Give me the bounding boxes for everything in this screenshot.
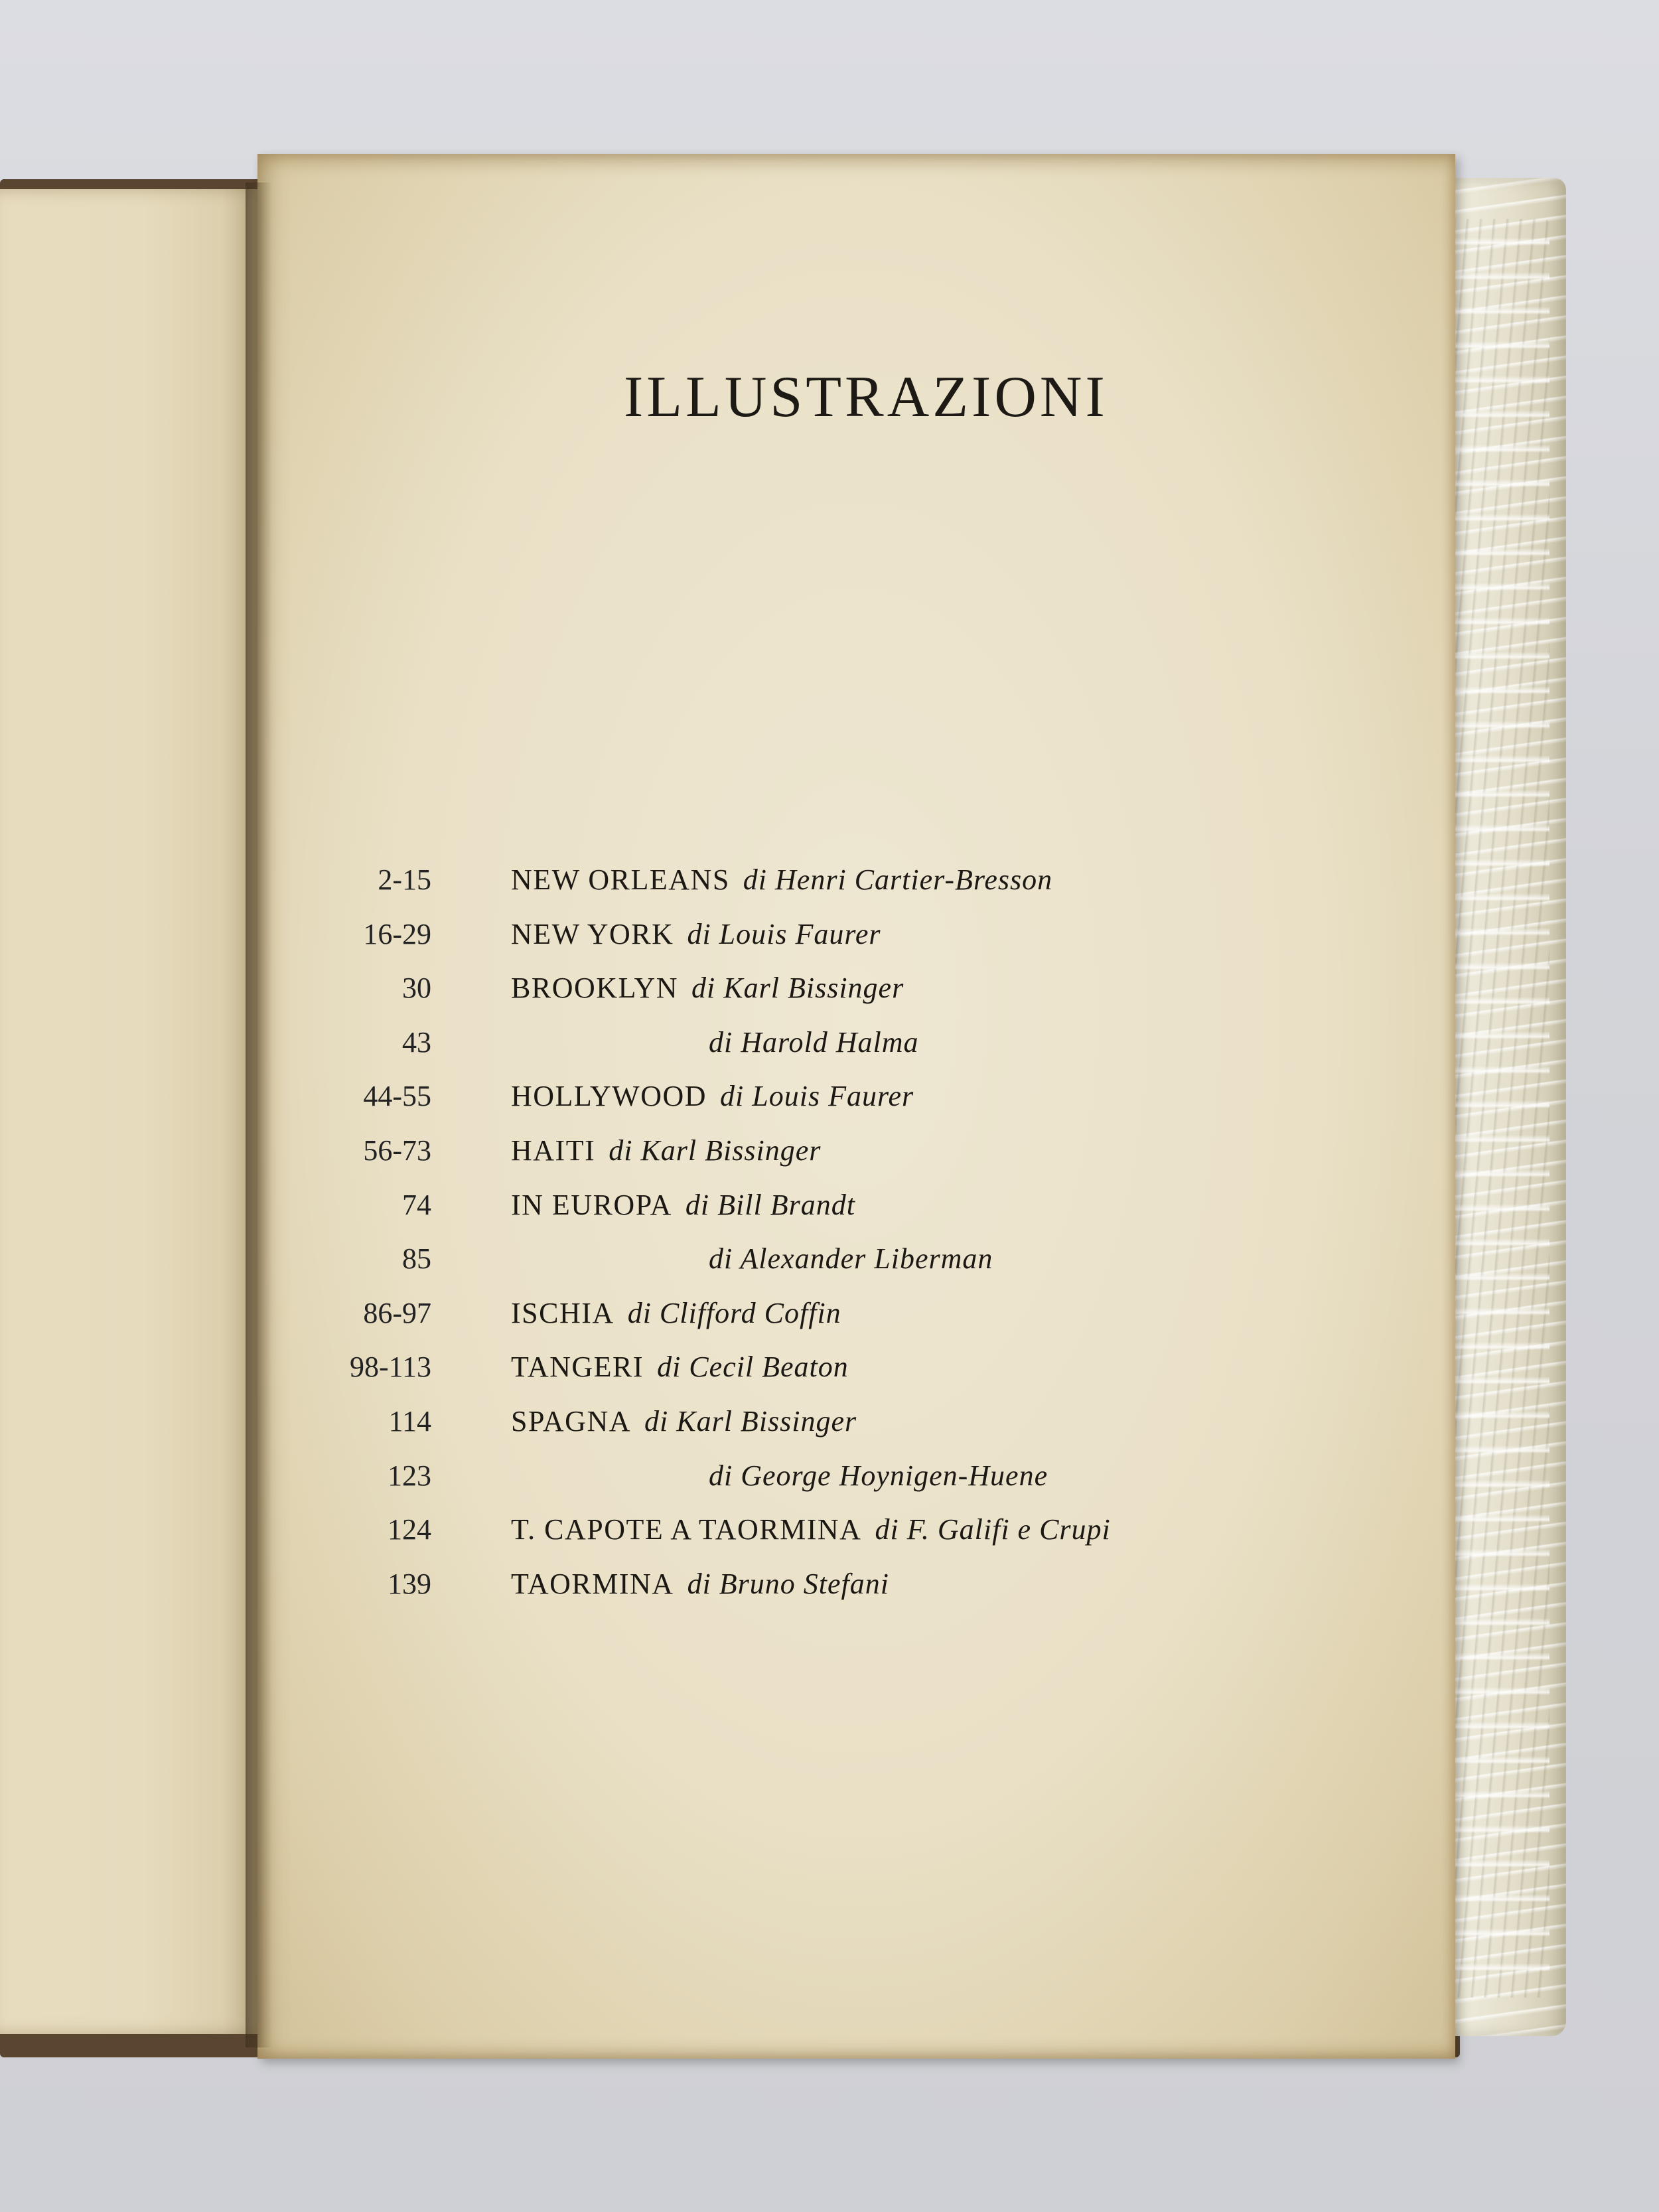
entry-text [511,1296,841,1330]
page-range: 30 [402,972,431,1005]
entry-text [511,1079,914,1113]
page-range: 56-73 [363,1134,431,1167]
entry-text [511,863,1052,897]
photographer-credit: di Bruno Stefani [687,1567,890,1600]
list-item [332,1296,1261,1351]
entry-text [511,971,904,1005]
entry-text [511,1404,857,1438]
page-range: 86-97 [363,1296,431,1329]
photographer-credit: di Clifford Coffin [627,1296,841,1329]
photographer-credit: di F. Galifi e Crupi [875,1513,1111,1546]
entry-text [511,1567,889,1601]
place-name: NEW ORLEANS [511,863,730,896]
photographer-credit: di Karl Bissinger [691,972,904,1005]
illustrations-list [332,863,1261,1621]
list-item [332,1459,1261,1513]
place-name: IN EUROPA [511,1188,672,1221]
entry-text [511,1350,849,1384]
page-range: 44-55 [363,1080,431,1113]
list-item [332,1079,1261,1134]
place-name: ISCHIA [511,1296,614,1329]
left-page [0,189,262,2034]
list-item [332,1242,1261,1296]
page-range: 43 [402,1025,431,1059]
list-item [332,1134,1261,1188]
photographer-credit: di Louis Faurer [720,1080,914,1113]
entry-text [709,1459,1048,1493]
page-range: 16-29 [363,917,431,950]
page-title: ILLUSTRAZIONI [624,365,1108,429]
place-name: T. CAPOTE A TAORMINA [511,1513,862,1546]
list-item [332,971,1261,1025]
place-name: TANGERI [511,1351,644,1384]
list-item [332,1188,1261,1242]
page-range: 123 [388,1459,431,1492]
page-range: 139 [388,1567,431,1600]
page-range: 124 [388,1513,431,1546]
list-item [332,1512,1261,1567]
list-item [332,1025,1261,1080]
list-item [332,1350,1261,1404]
place-name: SPAGNA [511,1404,632,1438]
entry-text [511,1188,855,1222]
place-name: HOLLYWOOD [511,1080,707,1113]
entry-text [511,917,881,951]
entry-text [511,1512,1111,1546]
photographer-credit: di Louis Faurer [687,917,881,950]
entry-text [709,1242,993,1276]
page-range: 114 [388,1404,431,1438]
place-name: HAITI [511,1134,596,1167]
photographer-credit: di Harold Halma [709,1025,919,1059]
photographer-credit: di Bill Brandt [685,1188,855,1221]
entry-text [709,1025,919,1059]
place-name: TAORMINA [511,1567,674,1600]
page-range: 2-15 [378,863,431,896]
list-item [332,863,1261,917]
page-range: 85 [402,1242,431,1276]
place-name: BROOKLYN [511,972,679,1005]
photographer-credit: di Karl Bissinger [609,1134,822,1167]
page-range: 74 [402,1188,431,1221]
book-gutter [246,183,272,2047]
place-name: NEW YORK [511,917,674,950]
page-range: 98-113 [349,1351,431,1384]
photographer-credit: di Alexander Liberman [709,1242,993,1276]
list-item [332,917,1261,972]
photographer-credit: di Henri Cartier-Bresson [743,863,1053,896]
jacket-glare [1443,219,1550,1998]
list-item [332,1404,1261,1459]
list-item [332,1567,1261,1621]
photographer-credit: di George Hoynigen-Huene [709,1459,1048,1492]
entry-text [511,1134,821,1167]
photographer-credit: di Cecil Beaton [657,1351,849,1384]
photographer-credit: di Karl Bissinger [644,1404,857,1438]
